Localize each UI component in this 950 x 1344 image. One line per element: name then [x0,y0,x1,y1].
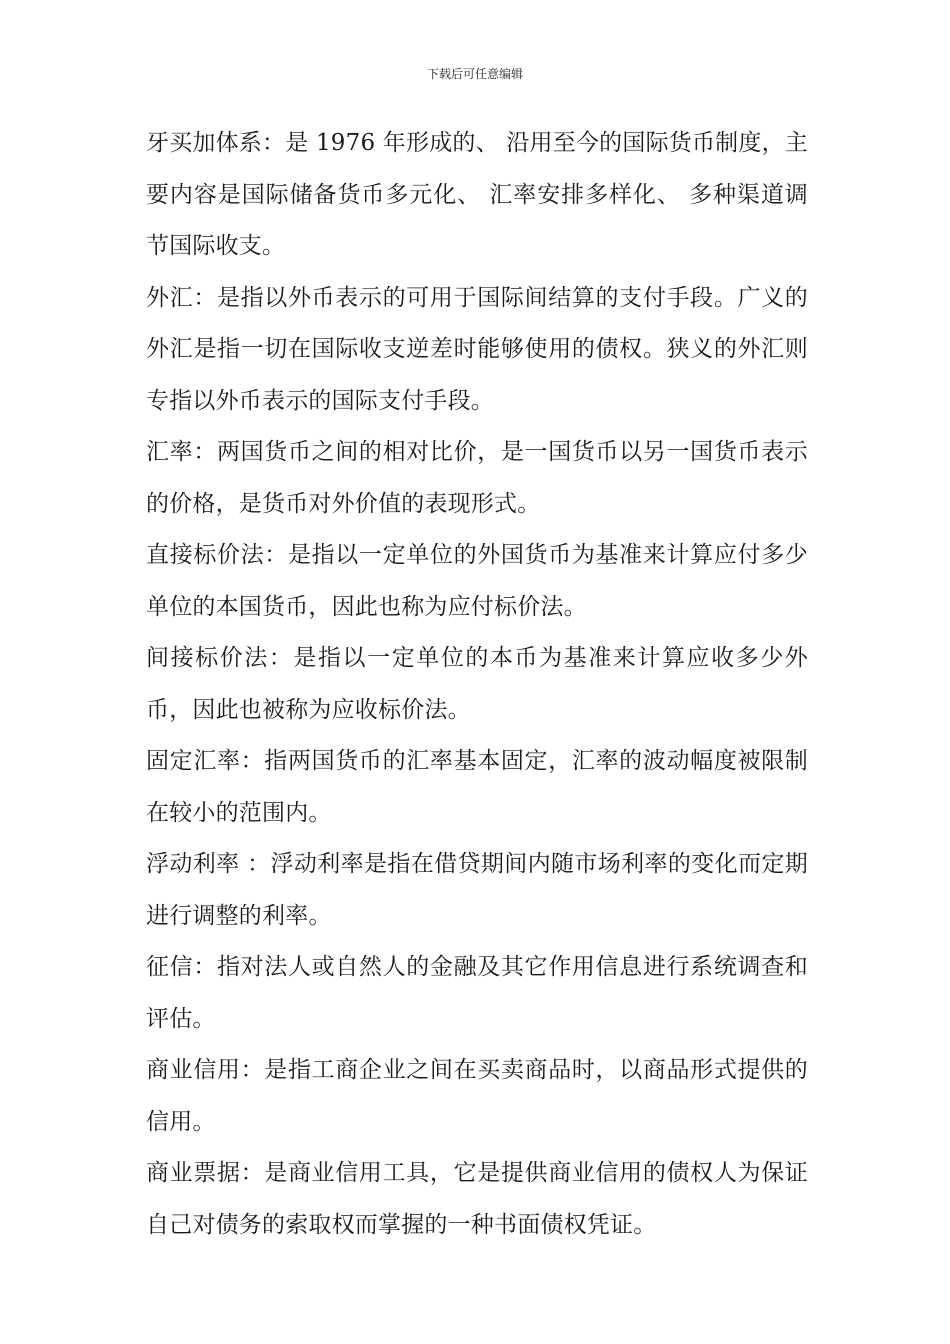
definition-foreign-exchange: 外汇：是指以外币表示的可用于国际间结算的支付手段。广义的外汇是指一切在国际收支逆差时能够使用的债权。狭义的外汇则专指以外币表示的国际支付手段。 [146,284,808,414]
definition-direct-quotation: 直接标价法：是指以一定单位的外国货币为基准来计算应付多少单位的本国货币，因此也称为应付标价法。 [146,542,808,620]
definition-jamaica-system: 牙买加体系：是 1976 年形成的、 沿用至今的国际货币制度，主要内容是国际储备货币多元化、 汇率安排多样化、 多种渠道调节国际收支。 [146,130,808,259]
definition-floating-interest-rate: 浮动利率 ：浮动利率是指在借贷期间内随市场利率的变化而定期进行调整的利率。 [146,851,808,929]
definition-indirect-quotation: 间接标价法：是指以一定单位的本币为基准来计算应收多少外币，因此也被称为应收标价法。 [146,645,808,723]
definition-exchange-rate: 汇率：两国货币之间的相对比价，是一国货币以另一国货币表示的价格，是货币对外价值的表现形式。 [146,439,808,517]
document-body [146,118,808,1251]
definition-credit-investigation: 征信：指对法人或自然人的金融及其它作用信息进行系统调查和评估。 [146,954,808,1032]
page-header: 下载后可任意编辑 [426,67,523,81]
definition-fixed-exchange-rate: 固定汇率：指两国货币的汇率基本固定，汇率的波动幅度被限制在较小的范围内。 [146,748,808,826]
definition-commercial-credit: 商业信用：是指工商企业之间在买卖商品时，以商品形式提供的信用。 [146,1057,808,1135]
definition-commercial-paper: 商业票据：是商业信用工具，它是提供商业信用的债权人为保证自己对债务的索取权而掌握的一种书面债权凭证。 [146,1160,808,1238]
